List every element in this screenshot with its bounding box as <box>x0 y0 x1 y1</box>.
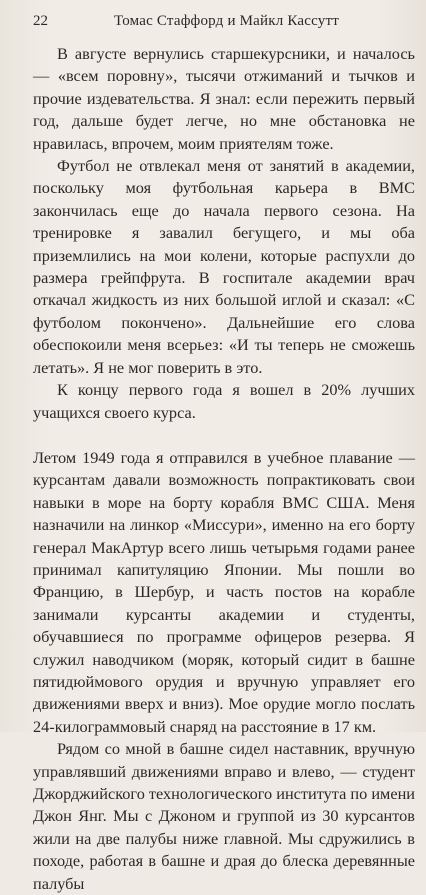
page-number: 22 <box>33 13 48 29</box>
paragraph: В августе вернулись старшекурсники, и началось — «всем поровну», тысячи отжиманий и тычков и прочие издевательства. Я знал: если пережить первый год, дальше будет легче, но мне обстановка не нравилась, впрочем, моим приятелям тоже. <box>33 44 415 153</box>
paragraph: Футбол не отвлекал меня от занятий в академии, поскольку моя футбольная карьера в ВМС закончилась еще до начала первого сезона. На тренировке я завалил бегущего, и мы оба приземлились на мои колени, которые распухли до размера грейпфрута. В госпитале академии врач откачал жидкость из них большой иглой и сказал: «С футболом покончено». Дальнейшие его слова обеспокоили меня всерьез: «И ты теперь не сможешь летать». Я не мог поверить в это. <box>33 156 415 377</box>
paragraph: Летом 1949 года я отправился в учебное плавание — курсантам давали возможность попрактиковать свои навыки в море на борту корабля ВМС США. Меня назначили на линкор «Миссури», именно на его борту генерал МакАртур всего лишь четырьмя годами ранее принимал капитуляцию Японии. Мы пошли во Францию, в Шербур, и часть постов на корабле занимали курсанты академии и студенты, обучавшиеся по программе офицеров резерва. Я служил наводчиком (моряк, который сидит в башне пятидюймового орудия и вручную управляет его движениями вверх и вниз). Мое орудие могло послать 24-килограммовый снаряд на расстояние в 17 км. <box>33 447 415 736</box>
section-break <box>33 424 415 447</box>
running-title: Томас Стаффорд и Майкл Кассутт <box>114 13 339 29</box>
paragraph: Рядом со мной в башне сидел наставник, вручную управлявший движениями вправо и влево, — студент Джорджийского технологического института по имени Джон Янг. Мы с Джоном и группой из 30 курсантов жили на две палубы ниже главной. Мы сдружились в походе, работая в башне и драя до блеска деревянные палубы <box>33 739 415 893</box>
paragraph: К концу первого года я вошел в 20% лучших учащихся своего курса. <box>33 380 415 422</box>
page-header <box>33 10 396 32</box>
body-text <box>33 43 415 895</box>
